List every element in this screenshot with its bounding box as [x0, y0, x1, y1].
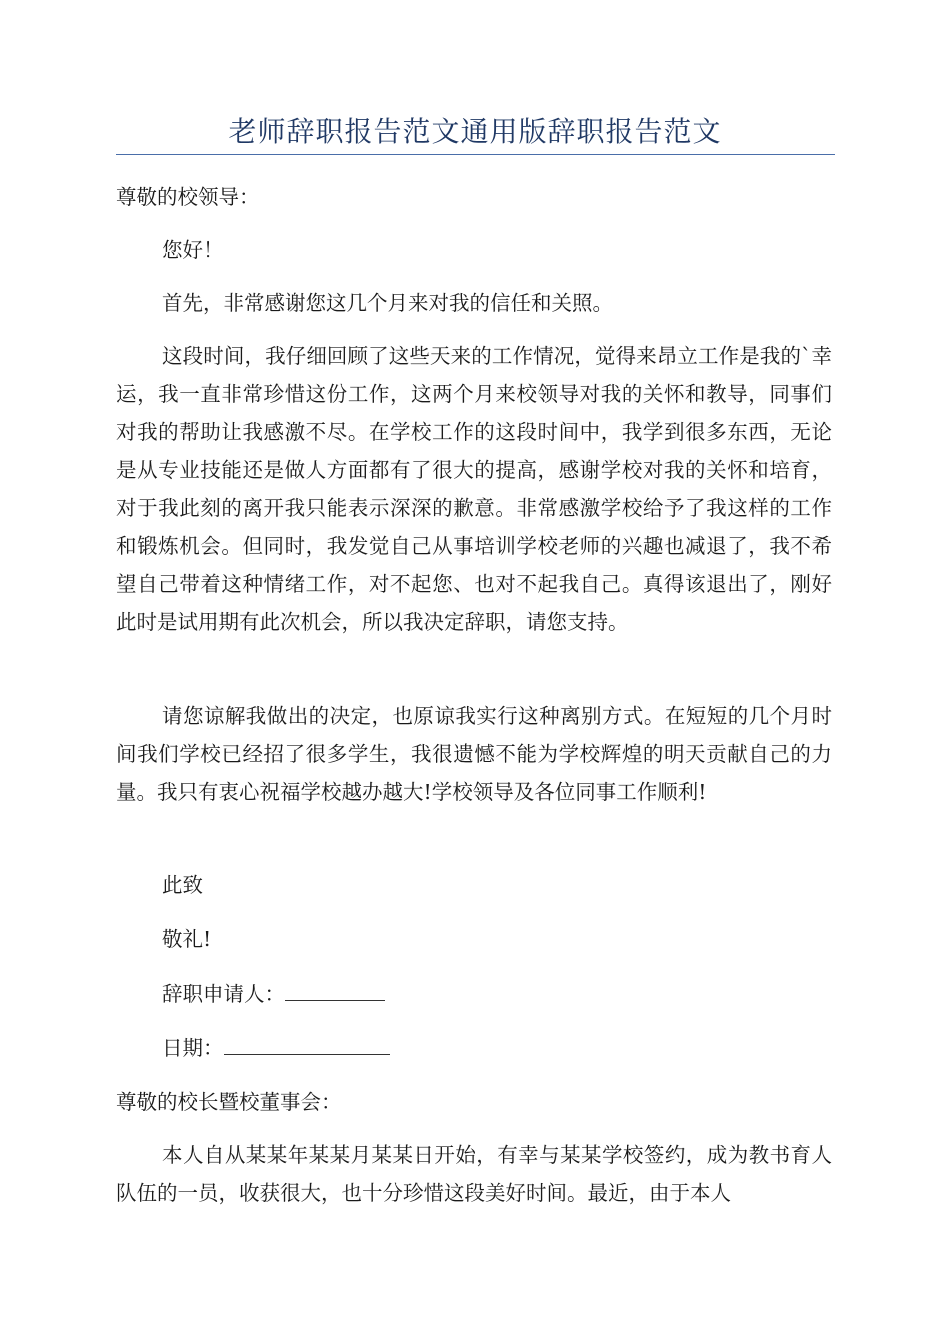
date-line	[116, 1029, 832, 1067]
paragraph-thanks: 首先，非常感谢您这几个月来对我的信任和关照。	[162, 291, 613, 315]
paragraph-reflection: 这段时间，我仔细回顾了这些天来的工作情况，觉得来昂立工作是我的`幸运，我一直非常珍惜这份工作，这两个月来校领导对我的关怀和教导，同事们对我的帮助让我感激不尽。在学校工作的这段时间中，我学到很多东西，无论是从专业技能还是做人方面都有了很大的提高，感谢学校对我的关怀和培育，对于我此刻的离开我只能表示深深的歉意。非常感激学校给予了我这样的工作和锻炼机会。但同时，我发觉自己从事培训学校老师的兴趣也减退了，我不希望自己带着这种情绪工作，对不起您、也对不起我自己。真得该退出了，刚好此时是试用期有此次机会，所以我决定辞职，请您支持。	[116, 344, 832, 634]
closing-cizhi: 此致	[162, 873, 203, 897]
date-blank	[224, 1034, 390, 1055]
applicant-label: 辞职申请人：	[162, 982, 285, 1006]
document-title: 老师辞职报告范文通用版辞职报告范文	[228, 115, 722, 148]
salutation-school-leaders: 尊敬的校领导：	[116, 185, 260, 209]
paragraph-apology: 请您谅解我做出的决定，也原谅我实行这种离别方式。在短短的几个月时间我们学校已经招了很多学生，我很遗憾不能为学校辉煌的明天贡献自己的力量。我只有衷心祝福学校越办越大!学校领导及各位同事工作顺利!	[116, 704, 832, 804]
applicant-line	[116, 975, 832, 1013]
closing-jingli: 敬礼!	[162, 927, 212, 951]
title-underline	[116, 154, 835, 155]
date-label: 日期：	[162, 1036, 224, 1060]
applicant-blank	[285, 980, 385, 1001]
salutation-principal-board: 尊敬的校长暨校董事会：	[116, 1090, 342, 1114]
greeting: 您好！	[162, 238, 224, 262]
paragraph-second-letter: 本人自从某某年某某月某某日开始，有幸与某某学校签约，成为教书育人队伍的一员，收获很大，也十分珍惜这段美好时间。最近，由于本人	[116, 1143, 832, 1205]
